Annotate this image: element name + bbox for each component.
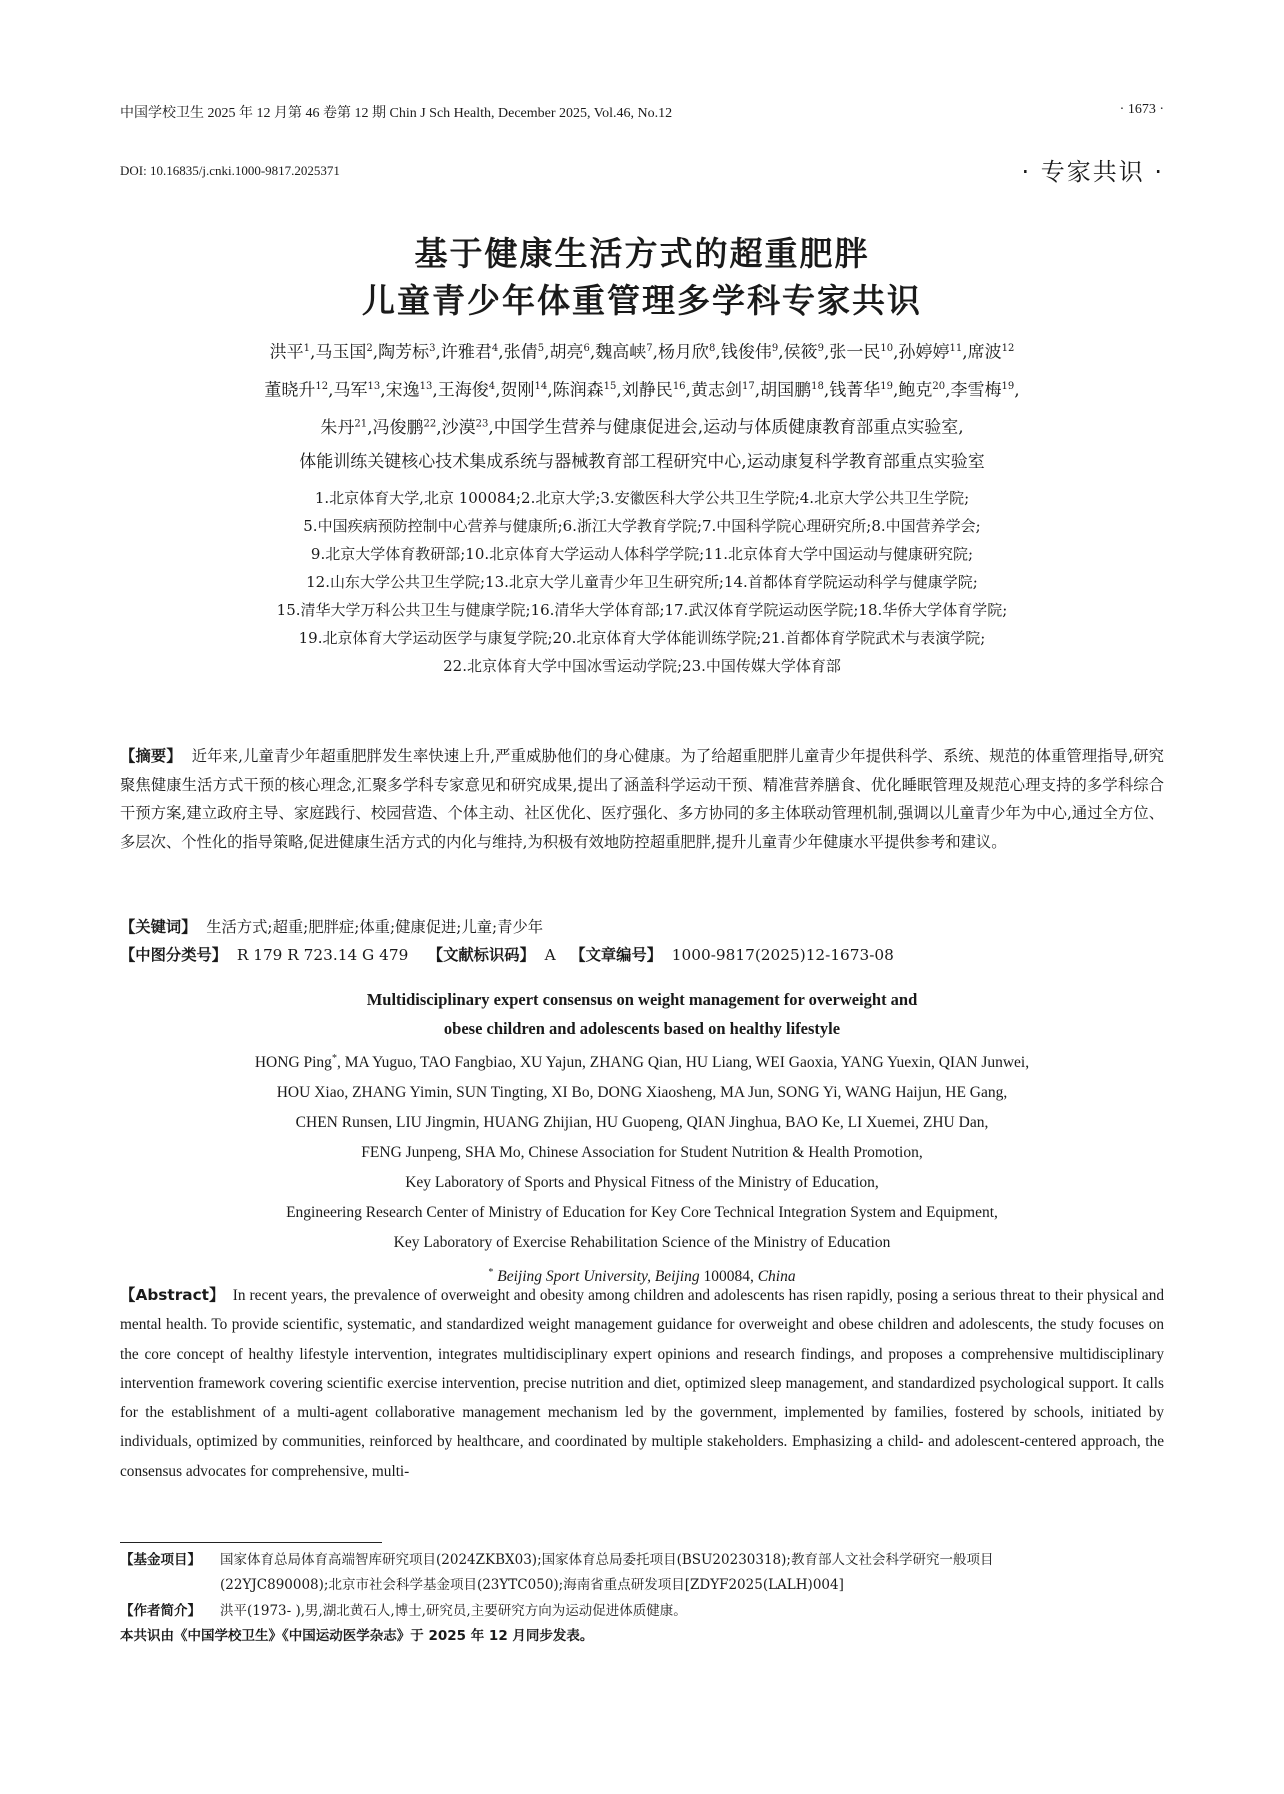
author-affil-number: 10 xyxy=(880,343,894,354)
clc-code: R 179 R 723.14 G 479 xyxy=(236,946,409,964)
authors-cn-line-1: 洪平$^1$,马玉国$^2$,陶芳标$^3$,许雅君$^4$,张倩$^5$,胡亮$^6$,魏高峡$^7$,杨月欣$^8$,钱俊伟$^9$,侯筱$^9$,张一民$^{10}$,孙婷婷$^{11}$,席波$^{12}$ xyxy=(269,342,1015,363)
author-name: 沙漠 xyxy=(441,417,476,438)
author-name: 董晓升 xyxy=(264,380,316,401)
author-bio xyxy=(120,1599,1164,1624)
author-name: 王海俊 xyxy=(437,380,489,401)
title-line-1: 基于健康生活方式的超重肥胖 xyxy=(414,234,870,273)
affiliations xyxy=(110,484,1174,680)
authors-en xyxy=(110,1044,1174,1292)
authors-en-line-6: Engineering Research Center of Ministry of Education for Key Core Technical Integration System and Equipment, xyxy=(286,1204,998,1222)
authors-en-line-7: Key Laboratory of Exercise Rehabilitation Science of the Ministry of Education xyxy=(393,1234,891,1252)
author-name: 杨月欣 xyxy=(658,342,710,363)
funding-label: 【基金项目】 xyxy=(120,1552,201,1568)
author-affil-number: 23 xyxy=(475,418,489,430)
corresponding-mark: * xyxy=(331,1053,337,1064)
affiliation-line: 15.清华大学万科公共卫生与健康学院;16.清华大学体育部;17.武汉体育学院运动医学院;18.华侨大学体育学院; xyxy=(276,601,1008,619)
author-name: 洪平 xyxy=(269,342,304,363)
keywords-cn xyxy=(120,913,1164,942)
author-affil-number: 19 xyxy=(1001,380,1015,392)
author-affil-number: 18 xyxy=(811,380,824,392)
affiliation-line: 22.北京体育大学中国冰雪运动学院;23.中国传媒大学体育部 xyxy=(443,657,841,675)
author-affil-number: 21 xyxy=(354,418,368,430)
author-affil-number: 4 xyxy=(488,380,496,392)
classification xyxy=(120,941,1164,970)
author-affil-number: 6 xyxy=(583,343,590,354)
authors-cn-line-3: 朱丹$^{21}$,冯俊鹏$^{22}$,沙漠$^{23}$,中国学生营养与健康促进会,运动与体质健康教育部重点实验室, xyxy=(320,417,964,438)
affiliation-line: 12.山东大学公共卫生学院;13.北京大学儿童青少年卫生研究所;14.首都体育学院运动科学与健康学院; xyxy=(306,573,978,591)
author-affil-number: 1 xyxy=(303,343,310,354)
affil-mark: * xyxy=(488,1267,494,1279)
author-affil-number: 13 xyxy=(367,380,381,392)
publication-note: 本共识由《中国学校卫生》《中国运动医学杂志》于 2025 年 12 月同步发表。 xyxy=(120,1628,594,1644)
article-id-label: 【文章编号】 xyxy=(570,946,663,964)
author-affil-number: 14 xyxy=(534,380,548,392)
author-affil-number: 2 xyxy=(366,343,373,354)
authors-cn xyxy=(110,332,1174,479)
authors-cn-org: 中国学生营养与健康促进会,运动与体质健康教育部重点实验室, xyxy=(493,417,964,438)
title-en xyxy=(0,985,1284,1043)
author-name: 宋逸 xyxy=(385,380,420,401)
abstract-cn-label: 【摘要】 xyxy=(120,747,182,765)
title-en-line-2: obese children and adolescents based on healthy lifestyle xyxy=(443,1019,841,1038)
abstract-cn-text: 近年来,儿童青少年超重肥胖发生率快速上升,严重威胁他们的身心健康。为了给超重肥胖儿童青少年提供科学、系统、规范的体重管理指导,研究聚焦健康生活方式干预的核心理念,汇聚多学科专家意见和研究成果,提出了涵盖科学运动干预、精准营养膳食、优化睡眠管理及规范心理支持的多学科综合干预方案,建立政府主导、家庭践行、校园营造、个体主动、社区优化、医疗强化、多方协同的多主体联动管理机制,强调以儿童青少年为中心,通过全方位、多层次、个性化的指导策略,促进健康生活方式的内化与维持,为积极有效地防控超重肥胖,提升儿童青少年健康水平提供参考和建议。 xyxy=(120,747,1164,851)
author-name: 席波 xyxy=(967,342,1002,363)
doc-code-label: 【文献标识码】 xyxy=(427,946,535,964)
article-id: 1000-9817(2025)12-1673-08 xyxy=(671,946,894,964)
first-author-en: HONG Ping xyxy=(254,1054,332,1072)
author-name: 朱丹 xyxy=(320,417,355,438)
authors-en-rest: , MA Yuguo, TAO Fangbiao, XU Yajun, ZHANG Qian, HU Liang, WEI Gaoxia, YANG Yuexin, QIAN Junwei, xyxy=(336,1054,1030,1072)
bio-label: 【作者简介】 xyxy=(120,1603,201,1619)
column-label: · 专家共识 · xyxy=(1021,158,1164,186)
author-affil-number: 4 xyxy=(491,343,499,354)
funding-text-2: (22YJC890008);北京市社会科学基金项目(23YTC050);海南省重点研发项目[ZDYF2025(LALH)004] xyxy=(220,1576,844,1593)
abstract-cn xyxy=(120,742,1164,856)
footnote-divider xyxy=(120,1542,382,1543)
author-name: 陈润森 xyxy=(552,380,604,401)
affil-en-postcode: 100084, xyxy=(703,1268,754,1286)
doi: DOI: 10.16835/j.cnki.1000-9817.2025371 xyxy=(120,163,340,178)
keywords-label: 【关键词】 xyxy=(120,918,197,936)
author-affil-number: 12 xyxy=(315,380,329,392)
author-name: 胡亮 xyxy=(549,342,584,363)
authors-en-line-4: FENG Junpeng, SHA Mo, Chinese Association for Student Nutrition & Health Promotion, xyxy=(361,1144,923,1162)
author-affil-number: 12 xyxy=(1001,343,1015,354)
author-affil-number: 8 xyxy=(709,343,716,354)
affiliation-line: 5.中国疾病预防控制中心营养与健康所;6.浙江大学教育学院;7.中国科学院心理研究所;8.中国营养学会; xyxy=(303,517,981,535)
author-name: 魏高峡 xyxy=(595,342,647,363)
author-name: 鲍克 xyxy=(898,380,933,401)
author-name: 黄志剑 xyxy=(690,380,742,401)
author-name: 李雪梅 xyxy=(950,380,1002,401)
affiliation-line: 19.北京体育大学运动医学与康复学院;20.北京体育大学体能训练学院;21.首都体育学院武术与表演学院; xyxy=(298,629,986,647)
author-affil-number: 9 xyxy=(771,343,779,354)
author-name: 张倩 xyxy=(503,342,538,363)
author-name: 钱俊伟 xyxy=(720,342,772,363)
author-name: 马军 xyxy=(333,380,368,401)
author-affil-number: 7 xyxy=(646,343,653,354)
author-affil-number: 17 xyxy=(741,380,755,392)
author-affil-number: 11 xyxy=(949,343,963,354)
author-affil-number: 5 xyxy=(537,343,545,354)
title-line-2: 儿童青少年体重管理多学科专家共识 xyxy=(362,281,922,320)
author-affil-number: 3 xyxy=(429,343,436,354)
author-name: 孙婷婷 xyxy=(898,342,950,363)
authors-en-line-3: CHEN Runsen, LIU Jingmin, HUANG Zhijian, HU Guopeng, QIAN Jinghua, BAO Ke, LI Xuemei, ZHU Dan, xyxy=(295,1114,989,1132)
abstract-en-text: In recent years, the prevalence of overweight and obesity among children and adolescents has risen rapidly, posing a serious threat to their physical and mental health. To provide scientific, systematic, and standardized weight management guidance for overweight and obese children and adolescents, the study focuses on the core concept of healthy lifestyle intervention, integrates multidisciplinary expert opinions and research findings, and proposes a comprehensive multidisciplinary intervention framework covering scientific exercise intervention, precise nutrition and diet, optimized sleep management, and standardized psychological support. It calls for the establishment of a multi-agent collaborative management mechanism led by the government, implemented by families, fostered by schools, initiated by individuals, optimized by communities, reinforced by healthcare, and coordinated by multiple stakeholders. Emphasizing a child- and adolescent-centered approach, the consensus advocates for comprehensive, multi- xyxy=(120,1287,1164,1480)
author-name: 冯俊鹏 xyxy=(372,417,424,438)
author-affil-number: 15 xyxy=(603,380,617,392)
author-name: 贺刚 xyxy=(500,380,535,401)
affiliation-line: 9.北京大学体育教研部;10.北京体育大学运动人体科学学院;11.北京体育大学中国运动与健康研究院; xyxy=(310,545,974,563)
clc-label: 【中图分类号】 xyxy=(120,946,228,964)
authors-en-line-1 xyxy=(110,1044,1174,1078)
title-en-line-1: Multidisciplinary expert consensus on weight management for overweight and xyxy=(366,990,918,1009)
author-name: 马玉国 xyxy=(315,342,367,363)
author-name: 胡国鹏 xyxy=(760,380,812,401)
doc-code: A xyxy=(544,946,556,964)
author-name: 刘静民 xyxy=(621,380,673,401)
funding-text-1: 国家体育总局体育高端智库研究项目(2024ZKBX03);国家体育总局委托项目(BSU20230318);教育部人文社会科学研究一般项目 xyxy=(220,1552,994,1568)
keywords-text: 生活方式;超重;肥胖症;体重;健康促进;儿童;青少年 xyxy=(206,918,544,936)
author-affil-number: 13 xyxy=(419,380,433,392)
affiliation-line: 1.北京体育大学,北京 100084;2.北京大学;3.安徽医科大学公共卫生学院;4.北京大学公共卫生学院; xyxy=(314,489,970,507)
author-name: 侯筱 xyxy=(783,342,818,363)
affil-en-country: China xyxy=(757,1268,796,1286)
abstract-en xyxy=(120,1281,1164,1486)
author-affil-number: 22 xyxy=(423,418,437,430)
authors-cn-line-4: 体能训练关键核心技术集成系统与器械教育部工程研究中心,运动康复科学教育部重点实验室 xyxy=(299,451,985,472)
author-name: 陶芳标 xyxy=(378,342,430,363)
authors-en-line-2: HOU Xiao, ZHANG Yimin, SUN Tingting, XI Bo, DONG Xiaosheng, MA Jun, SONG Yi, WANG Haijun, HE Gang, xyxy=(276,1084,1008,1102)
authors-cn-line-2: 董晓升$^{12}$,马军$^{13}$,宋逸$^{13}$,王海俊$^4$,贺刚$^{14}$,陈润森$^{15}$,刘静民$^{16}$,黄志剑$^{17}$,胡国鹏$^{18}$,钱菁华$^{19}$,鲍克$^{20}$,李雪梅$^{19}$, xyxy=(264,380,1020,401)
author-affil-number: 20 xyxy=(932,380,946,392)
author-affil-number: 19 xyxy=(880,380,893,392)
abstract-en-label: 【Abstract】 xyxy=(120,1286,225,1304)
affil-en-institution: Beijing Sport University, Beijing xyxy=(497,1268,700,1286)
author-name: 张一民 xyxy=(829,342,881,363)
funding-footnote xyxy=(120,1548,1164,1597)
author-name: 钱菁华 xyxy=(829,380,881,401)
page-number: · 1673 · xyxy=(1119,102,1164,117)
journal-citation: 中国学校卫生 2025 年 12 月第 46 卷第 12 期 Chin J Sch Health, December 2025, Vol.46, No.12 xyxy=(120,106,673,121)
bio-text: 洪平(1973- ),男,湖北黄石人,博士,研究员,主要研究方向为运动促进体质健康。 xyxy=(220,1603,687,1619)
authors-en-line-5: Key Laboratory of Sports and Physical Fitness of the Ministry of Education, xyxy=(405,1174,879,1192)
author-name: 许雅君 xyxy=(440,342,492,363)
running-header xyxy=(120,102,1164,122)
author-affil-number: 16 xyxy=(672,380,686,392)
author-affil-number: 9 xyxy=(817,343,824,354)
